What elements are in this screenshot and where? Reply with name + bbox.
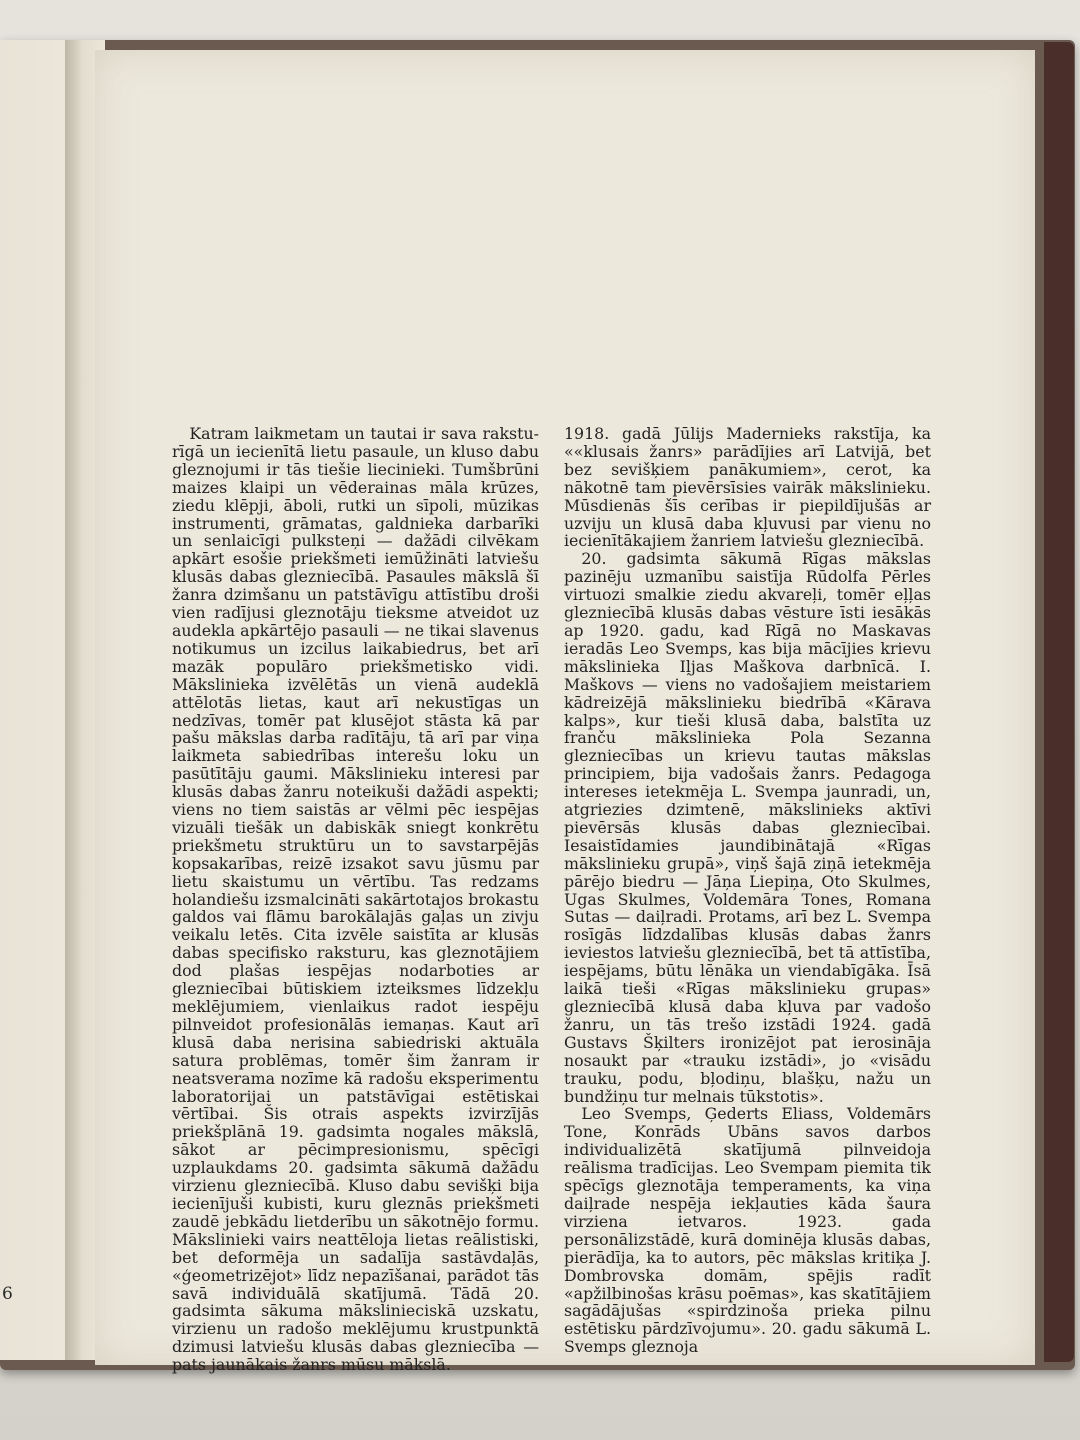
paragraph: Leo Svemps, Ģederts Eliass, Voldemārs Tone, Konrāds Ubāns savos darbos individualizētā skatījumā pilnveidoja reālisma tradīcijas. Leo Svempam piemita tik spēcīgs gleznotāja temperaments, ka viņa daiļrade nespēja iekļauties kāda šaura virziena ietvaros. 1923. gada personālizstādē, kurā dominēja klusās dabas, pierādīja, ka to autors, pēc mākslas kritiķa J. Dombrovska domām, spējis radīt «apžilbinošas krāsu poēmas», kas skatītājiem sagādājušas «spirdzinoša prieka pilnu estētisku pārdzīvojumu». 20. gadu sākumā L. Svemps gleznoja <box>564 1104 931 1357</box>
paragraph: Katram laikmetam un tautai ir sava rakstu-rīgā un iecienītā lietu pasaule, un kluso dabu gleznojumi ir tās tiešie liecinieki. Tumšbrūni maizes klaipi un vēderainas māla krūzes, ziedu klēpji, āboli, rutki un sīpoli, mūzikas instrumenti, grāmatas, galdnieka darbarīki un senlaicīgi pulksteņi — dažādi cilvēkam apkārt esošie priekšmeti iemūžināti latviešu klusās dabas glezniecībā. Pasaules mākslā šī žanra dzimšanu un patstāvīgu attīstību droši vien radījusi gleznotāju tieksme atveidot uz audekla apkārtējo pasauli — ne tikai slavenus notikumus un izcilus laikabiedrus, bet arī mazāk populāro priekšmetisko vidi. Mākslinieka izvēlētās un vienā audeklā attēlotās lietas, kaut arī nekustīgas un nedzīvas, tomēr pat klusējot stāsta kā par pašu mākslas darba radītāju, tā arī par viņa laikmeta sabiedrības interešu loku un pasūtītāju gaumi. Mākslinieku interesi par klusās dabas žanru noteikuši dažādi aspekti; viens no tiem saistās ar vēlmi pēc iespējas vizuāli tiešāk un dabiskāk sniegt konkrētu priekšmetu struktūru un to savstarpējās kopsakarības, reizē izsakot savu jūsmu par lietu skaistumu un vērtību. Tas redzams holandiešu izsmalcināti sakārtotajos brokastu galdos vai flāmu barokālajās gaļas un zivju veikalu letēs. Cita izvēle saistīta ar klusās dabas specifisko raksturu, kas gleznotājiem dod plašas iespējas nodarboties ar glezniecībai būtiskiem izteiksmes līdzekļu meklējumiem, vienlaikus radot iespēju pilnveidot profesionālās iemaņas. Kaut arī klusā daba nerisina sabiedriski aktuāla satura problēmas, tomēr šim žanram ir neatsverama nozīme kā radošu eksperimentu laboratorijai un patstāvīgai estētiskai vērtībai. Šis otrais aspekts izvirzījās priekšplānā 19. gadsimta nogales mākslā, sākot ar pēcimpresionismu, spēcīgi uzplaukdams 20. gadsimta sākumā dažādu virzienu glezniecībā. Kluso dabu sevišķi bija iecienījuši kubisti, kuru gleznās priekšmeti zaudē jebkādu lietderību un sākotnējo formu. Mākslinieki vairs neattēloja lietas reālistiski, bet deformēja un sadalīja sastāvdaļās, «ģeometrizējot» līdz nepazīšanai, parādot tās savā individuālā skatījumā. Tādā 20. gadsimta sākuma mākslinieciskā uzskatu, virzienu un radošo meklējumu krustpunktā dzimusi latviešu klusās dabas glezniecība — pats jaunākais žanrs mūsu mākslā. <box>172 424 540 1375</box>
paragraph: 20. gadsimta sākumā Rīgas mākslas pazinēju uzmanību saistīja Rūdolfa Pērles virtuozi smalkie ziedu akvareļi, tomēr eļļas glezniecībā klusās dabas vēsture īsti iesākās ap 1920. gadu, kad Rīgā no Maskavas ieradās Leo Svemps, kas bija mācījies krievu mākslinieka Iļjas Maškova darbnīcā. I. Maškovs — viens no vadošajiem meistariem kādreizējā mākslinieku biedrībā «Kārava kalps», kur tieši klusā daba, balstīta uz franču mākslinieka Pola Sezanna glezniecības un krievu tautas mākslas principiem, bija vadošais žanrs. Pedagoga intereses ietekmēja L. Svempa jaunradi, un, atgriezies dzimtenē, mākslinieks aktīvi pievērsās klusās dabas glezniecībai. Iesaistīdamies jaundibinātajā «Rīgas mākslinieku grupā», viņš šajā ziņā ietekmēja pārējo biedru — Jāņa Liepiņa, Oto Skulmes, Ugas Skulmes, Voldemāra Tones, Romana Sutas — daiļradi. Protams, arī bez L. Svempa rosīgās līdzdalības klusās dabas žanrs ieviestos latviešu glezniecībā, bet tā attīstība, iespējams, būtu lēnāka un viendabīgāka. Īsā laikā tieši «Rīgas mākslinieku grupas» glezniecībā klusā daba kļuva par vadošo žanru, un tās trešo izstādi 1924. gadā Gustavs Šķilters ironizējot pat ierosināja nosaukt par «trauku izstādi», jo «visādu trauku, podu, bļodiņu, blašķu, nažu un bundžiņu tur melnais tūkstotis». <box>564 549 931 1106</box>
text-column-right <box>564 425 931 1374</box>
page-number: 6 <box>2 1284 13 1304</box>
paragraph: 1918. gadā Jūlijs Madernieks rakstīja, ka ««klusais žanrs» parādījies arī Latvijā, bet bez sevišķiem panākumiem», cerot, ka nākotnē tam pievērsīsies vairāk mākslinieku. Mūsdienās šīs cerības ir piepildījušās ar uzviju un klusā daba kļuvusi par vienu no iecienītākajiem žanriem latviešu glezniecībā. <box>564 424 931 551</box>
text-column-left <box>172 425 539 1374</box>
text-columns <box>172 425 932 1374</box>
book-cover-edge <box>1044 42 1074 1362</box>
